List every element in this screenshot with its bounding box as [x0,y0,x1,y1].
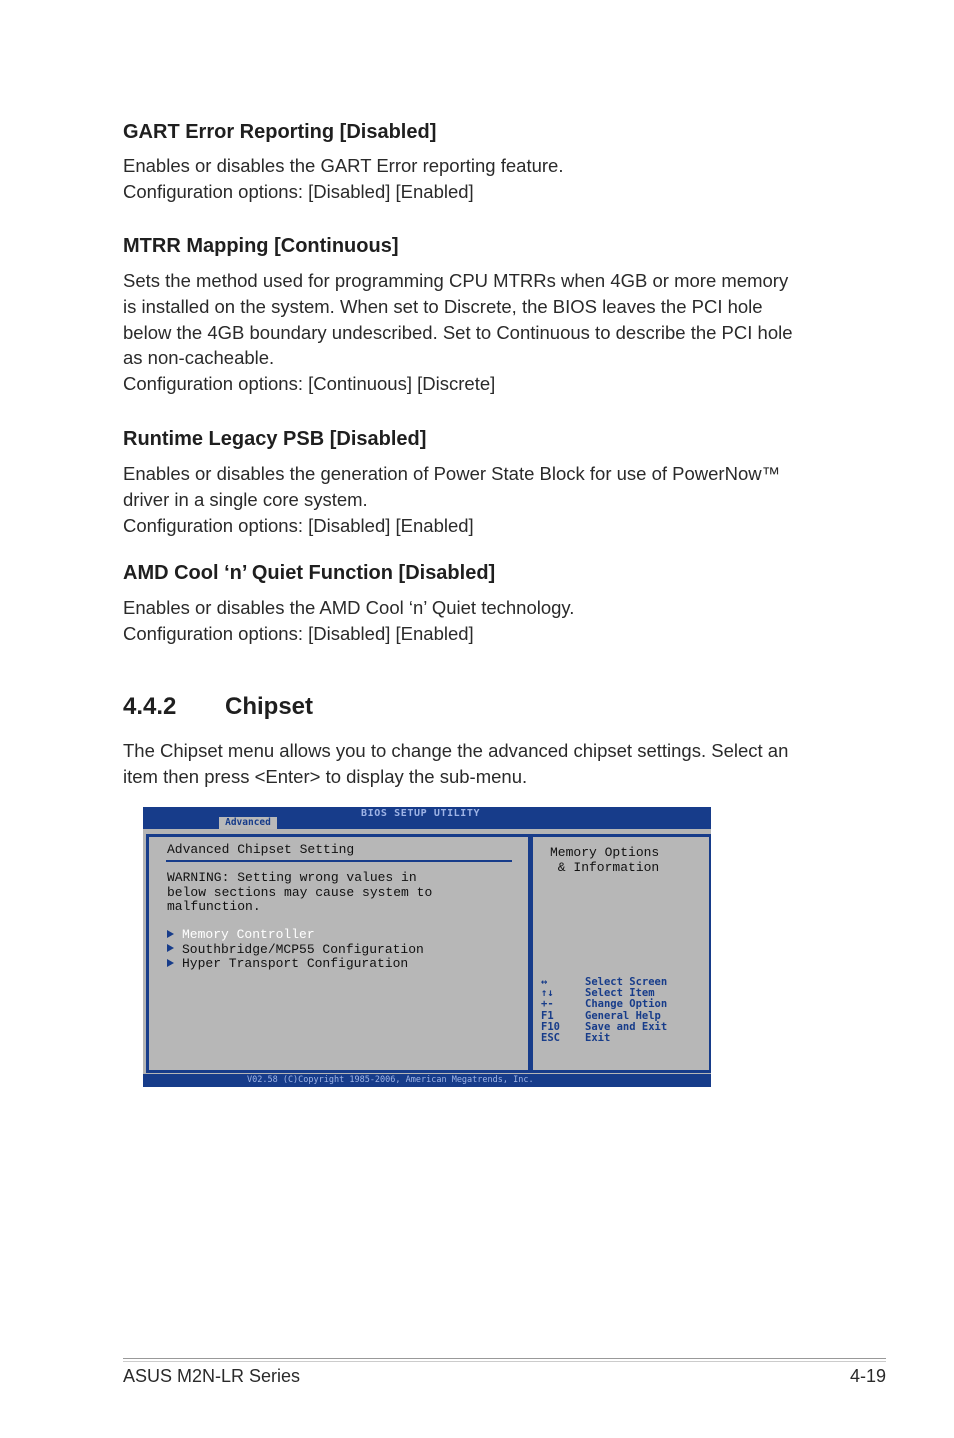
key-label: ESC [541,1032,560,1045]
body-line: Configuration options: [Disabled] [Enabled] [123,514,474,536]
key-action: Save and Exit [585,1020,668,1033]
body-line: is installed on the system. When set to Discrete, the BIOS leaves the PCI hole [123,295,763,317]
body-line: Configuration options: [Continuous] [Discrete] [123,373,496,395]
submenu-arrow-icon [167,930,174,938]
body-line: Configuration options: [Disabled] [Enabled] [123,622,474,644]
key-label: ↑↓ [541,987,554,1000]
warning-line: malfunction. [167,899,261,914]
body-line: Configuration options: [Disabled] [Enabled] [123,180,474,202]
bios-screenshot [143,807,711,1087]
footer-divider [123,1361,886,1362]
body-line: Sets the method used for programming CPU MTRRs when 4GB or more memory [123,270,789,291]
bios-menu-item-memory-controller[interactable] [167,928,424,943]
key-action: Exit [585,1032,611,1045]
bios-help-text [550,846,659,875]
chipset-heading [123,693,313,721]
body-line: item then press <Enter> to display the sub-menu. [123,765,528,787]
bios-menu [167,928,424,972]
key-action: Select Screen [585,976,668,988]
key-legend-row [541,1033,667,1044]
body-line: Enables or disables the AMD Cool ‘n’ Quiet technology. [123,597,575,618]
bios-title: BIOS SETUP UTILITY [361,808,481,819]
bios-copyright: V02.58 (C)Copyright 1985-2006, American Megatrends, Inc. [247,1075,534,1085]
section-body-mtrr [123,268,843,397]
body-line: as non-cacheable. [123,347,275,369]
body-line: driver in a single core system. [123,488,368,510]
bios-title-bar [143,807,711,829]
chipset-body [123,738,843,790]
chipset-number: 4.4.2 [123,693,177,720]
section-heading-psb: Runtime Legacy PSB [Disabled] [123,428,427,450]
section-body-cool-n-quiet [123,595,843,647]
section-body-psb [123,461,843,538]
key-label: ↔ [541,976,548,988]
key-label: F1 [541,1009,554,1022]
warning-line: below sections may cause system to [167,884,433,900]
body-line: Enables or disables the GART Error reporting feature. [123,155,564,176]
key-action: Change Option [585,998,668,1011]
bios-menu-item-southbridge[interactable] [167,943,424,958]
bios-help-panel [530,834,711,1073]
body-line: The Chipset menu allows you to change the advanced chipset settings. Select an [123,740,789,761]
submenu-arrow-icon [167,959,174,967]
bios-status-bar [143,1074,711,1087]
body-line: Enables or disables the generation of Power State Block for use of PowerNow™ [123,463,781,484]
bios-key-legend [541,977,667,1044]
bios-main-panel [146,834,531,1073]
submenu-arrow-icon [167,944,174,952]
footer-page-number: 4-19 [849,1366,886,1386]
bios-tab-advanced[interactable]: Advanced [219,817,277,829]
bios-panel-heading: Advanced Chipset Setting [167,842,355,857]
section-heading-cool-n-quiet: AMD Cool ‘n’ Quiet Function [Disabled] [123,562,496,584]
body-line: below the 4GB boundary undescribed. Set to Continuous to describe the PCI hole [123,321,793,343]
key-action: General Help [585,1009,661,1022]
key-label: +- [541,998,554,1011]
menu-item-label: Hyper Transport Configuration [182,956,409,971]
footer-divider [123,1358,886,1359]
bios-menu-item-hyper-transport[interactable] [167,957,424,972]
help-line: & Information [550,859,660,875]
section-heading-gart: GART Error Reporting [Disabled] [123,121,437,143]
footer-product-name: ASUS M2N-LR Series [123,1366,301,1386]
menu-item-label: Memory Controller [182,927,315,942]
help-line: Memory Options [550,845,660,860]
warning-line: WARNING: Setting wrong values in [167,870,417,885]
chipset-title: Chipset [225,693,314,720]
bios-heading-underline [166,860,512,862]
bios-warning [167,871,432,915]
section-body-gart [123,153,843,205]
key-action: Select Item [585,987,655,1000]
section-heading-mtrr: MTRR Mapping [Continuous] [123,235,399,257]
menu-item-label: Southbridge/MCP55 Configuration [182,941,424,957]
key-label: F10 [541,1020,560,1033]
